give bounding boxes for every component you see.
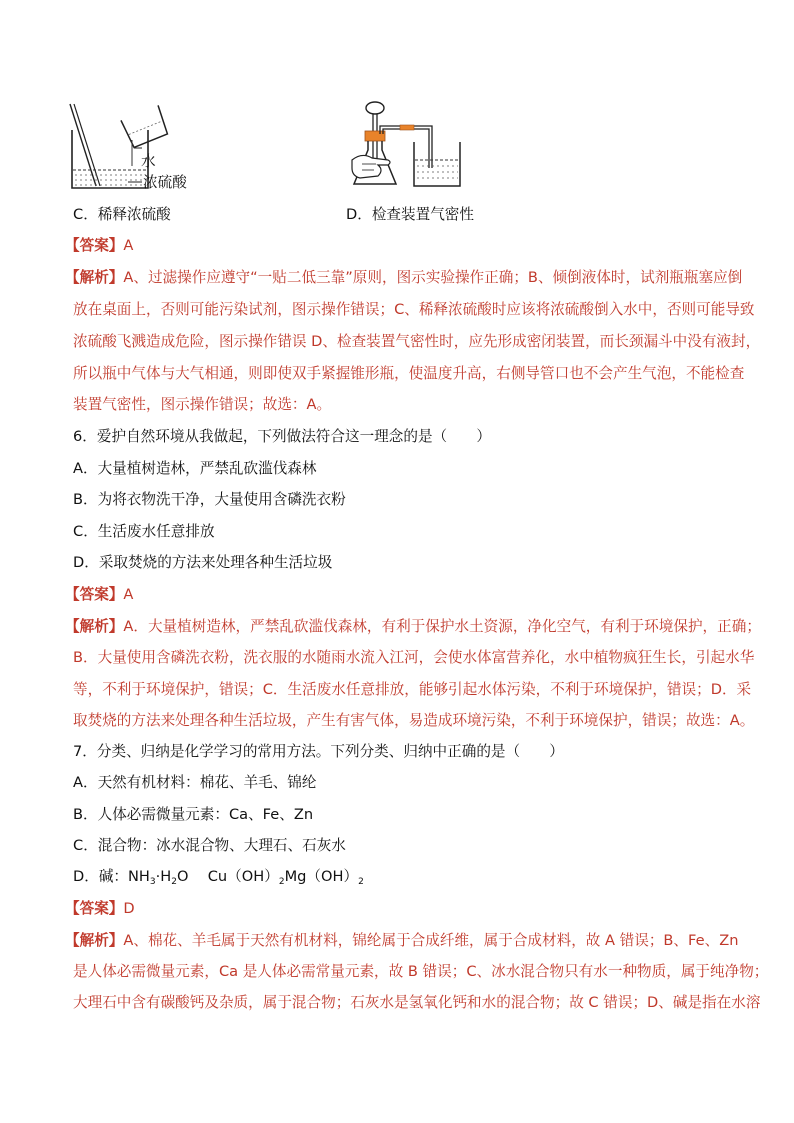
caption-d: D．检查装置气密性 (346, 206, 474, 223)
q6-answer: 【答案】A (65, 586, 134, 603)
q7-analysis-line: 【解析】A、棉花、羊毛属于天然有机材料，锦纶属于合成纤维，属于合成材料，故 A 错误；B、Fe、Zn (65, 932, 739, 949)
q6-analysis-line: B．大量使用含磷洗衣粉，洗衣服的水随雨水流入江河，会使水体富营养化，水中植物疯狂生长，引起水华 (73, 649, 755, 666)
label-conc-acid: 浓硫酸 (143, 174, 187, 191)
q5-analysis-line: 装置气密性，图示操作错误；故选：A。 (73, 396, 332, 413)
q7-analysis-line: 是人体必需微量元素，Ca 是人体必需常量元素，故 B 错误；C、冰水混合物只有水一种物质，属于纯净物； (73, 963, 769, 980)
q7-analysis-line: 大理石中含有碳酸钙及杂质，属于混合物；石灰水是氢氧化钙和水的混合物；故 C 错误；D、碱是指在水溶 (73, 994, 761, 1011)
q6-analysis-line: 等，不利于环境保护，错误；C．生活废水任意排放，能够引起水体污染，不利于环境保护，错误；D．采 (73, 681, 752, 698)
q7-option-c: C．混合物：冰水混合物、大理石、石灰水 (73, 837, 346, 854)
q6-stem: 6．爱护自然环境从我做起，下列做法符合这一理念的是（ ） (73, 428, 491, 445)
q6-option-b: B．为将衣物洗干净，大量使用含磷洗衣粉 (73, 491, 346, 508)
q5-answer: 【答案】A (65, 237, 134, 254)
funnel-bulb (366, 102, 384, 114)
q7-stem: 7．分类、归纳是化学学习的常用方法。下列分类、归纳中正确的是（ ） (73, 743, 564, 760)
pouring-beaker (121, 105, 169, 148)
hand (352, 155, 390, 178)
q6-option-d: D．采取焚烧的方法来处理各种生活垃圾 (73, 554, 333, 571)
q7-option-d: D．碱：$NH_3\cdot H_2O$ $Cu(OH)_2Mg(OH)_2$ (73, 868, 364, 887)
q7-option-a: A．天然有机材料：棉花、羊毛、锦纶 (73, 774, 317, 791)
q6-analysis-line: 取焚烧的方法来处理各种生活垃圾，产生有害气体，易造成环境污染，不利于环境保护，错误；故选：A。 (73, 712, 755, 729)
q5-analysis-line: 所以瓶中气体与大气相通，则即使双手紧握锥形瓶，使温度升高，右侧导管口也不会产生气泡，不能检查 (73, 365, 745, 382)
q6-option-a: A．大量植树造林，严禁乱砍滥伐森林 (73, 460, 317, 477)
q7-answer: 【答案】D (65, 900, 135, 917)
caption-c: C．稀释浓硫酸 (73, 206, 171, 223)
label-water: 水 (141, 153, 156, 170)
glass-rod (70, 104, 96, 186)
beaker (72, 130, 148, 188)
beaker-water (414, 142, 460, 186)
q6-analysis-line: 【解析】A．大量植树造林，严禁乱砍滥伐森林，有利于保护水土资源，净化空气，有利于环境保护，正确； (65, 618, 761, 635)
q7-option-b: B．人体必需微量元素：Ca、Fe、Zn (73, 806, 314, 823)
q5-analysis-line: 放在桌面上，否则可能污染试剂，图示操作错误；C、稀释浓硫酸时应该将浓硫酸倒入水中，否则可能导致 (73, 301, 755, 318)
q6-option-c: C．生活废水任意排放 (73, 523, 215, 540)
q5-analysis-line: 浓硫酸飞溅造成危险，图示操作错误 D、检查装置气密性时，应先形成密闭装置，而长颈漏斗中没有液封， (73, 333, 761, 350)
figure-airtightness (348, 98, 468, 193)
q5-analysis-line: 【解析】A、过滤操作应遵守“一贴二低三靠”原则，图示实验操作正确；B、倾倒液体时，试剂瓶瓶塞应倒 (65, 269, 743, 286)
